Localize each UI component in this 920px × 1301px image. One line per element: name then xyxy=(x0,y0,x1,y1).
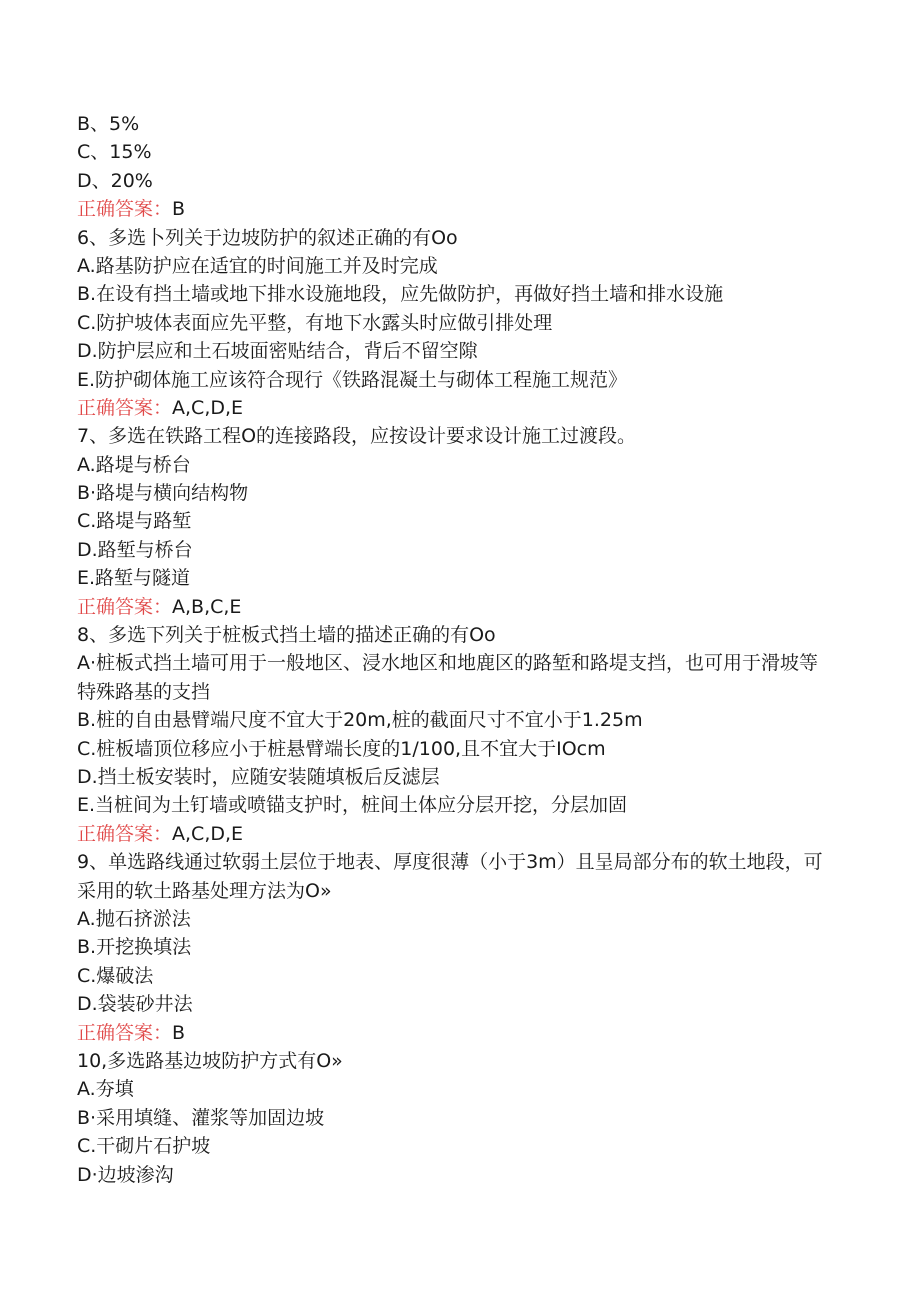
option-line: D·边坡渗沟 xyxy=(77,1163,174,1186)
option-line: D.袋装砂井法 xyxy=(77,993,193,1016)
question-title: 6、多选卜列关于边坡防护的叙述正确的有Oo xyxy=(77,226,458,249)
option-line: A.抛石挤淤法 xyxy=(77,908,191,930)
answer-label: 正确答案： xyxy=(77,198,173,221)
option-line: C.路堤与路堑 xyxy=(77,510,192,533)
answer-value: A,C,D,E xyxy=(172,822,244,845)
option-line: E.路堑与隧道 xyxy=(77,567,191,590)
answer-value: A,C,D,E xyxy=(172,396,244,419)
option-line: D.路堑与桥台 xyxy=(77,538,193,561)
question-title: 10,多选路基边坡防护方式有O» xyxy=(77,1049,343,1072)
document-body xyxy=(77,110,837,1189)
question-title: 7、多选在铁路工程O的连接路段，应按设计要求设计施工过渡段。 xyxy=(77,425,637,448)
answer-line xyxy=(77,195,837,223)
option-line: E.当桩间为土钉墙或喷锚支护时，桩间土体应分层开挖，分层加固 xyxy=(77,794,628,817)
option-line: A.夯填 xyxy=(77,1078,134,1101)
answer-line xyxy=(77,593,837,621)
option-line: D.防护层应和土石坡面密贴结合，背后不留空隙 xyxy=(77,340,478,363)
answer-line xyxy=(77,820,837,848)
option-line: D.挡土板安装时，应随安装随填板后反滤层 xyxy=(77,766,440,789)
option-line: C.爆破法 xyxy=(77,964,154,987)
option-line: B·采用填缝、灌浆等加固边坡 xyxy=(77,1106,325,1129)
answer-line xyxy=(77,1019,837,1047)
answer-label: 正确答案： xyxy=(77,396,173,419)
answer-value: B xyxy=(172,198,186,221)
option-line: C、15% xyxy=(77,141,152,164)
option-line: A.路堤与桥台 xyxy=(77,453,191,476)
option-line: C.防护坡体表面应先平整，有地下水露头时应做引排处理 xyxy=(77,311,553,334)
option-line: B、5% xyxy=(77,113,140,135)
option-line: B.开挖换填法 xyxy=(77,936,192,959)
option-line: C.干砌片石护坡 xyxy=(77,1135,211,1158)
answer-value: A,B,C,E xyxy=(172,595,242,618)
answer-label: 正确答案： xyxy=(77,595,173,618)
option-line: D、20% xyxy=(77,169,153,192)
question-title: 9、单选路线通过软弱土层位于地表、厚度很薄（小于3m）且呈局部分布的软土地段，可采用的软土路基处理方法为O» xyxy=(77,851,823,902)
question-title: 8、多选下列关于桩板式挡土墙的描述正确的有Oo xyxy=(77,624,496,647)
option-line: A.路基防护应在适宜的时间施工并及时完成 xyxy=(77,254,438,277)
option-line: E.防护砌体施工应该符合现行《铁路混凝土与砌体工程施工规范》 xyxy=(77,368,628,391)
option-line: B.在设有挡土墙或地下排水设施地段，应先做防护，再做好挡土墙和排水设施 xyxy=(77,283,724,306)
answer-value: B xyxy=(172,1021,186,1044)
option-line: B.桩的自由悬臂端尺度不宜大于20m,桩的截面尺寸不宜小于1.25m xyxy=(77,709,643,732)
option-line: C.桩板墙顶位移应小于桩悬臂端长度的1/100,且不宜大于IOcm xyxy=(77,737,606,760)
answer-label: 正确答案： xyxy=(77,822,173,845)
answer-line xyxy=(77,394,837,422)
option-line: B·路堤与横向结构物 xyxy=(77,482,249,505)
option-line: A·桩板式挡土墙可用于一般地区、浸水地区和地鹿区的路堑和路堤支挡，也可用于滑坡等特殊路基的支挡 xyxy=(77,652,819,703)
answer-label: 正确答案： xyxy=(77,1021,173,1044)
